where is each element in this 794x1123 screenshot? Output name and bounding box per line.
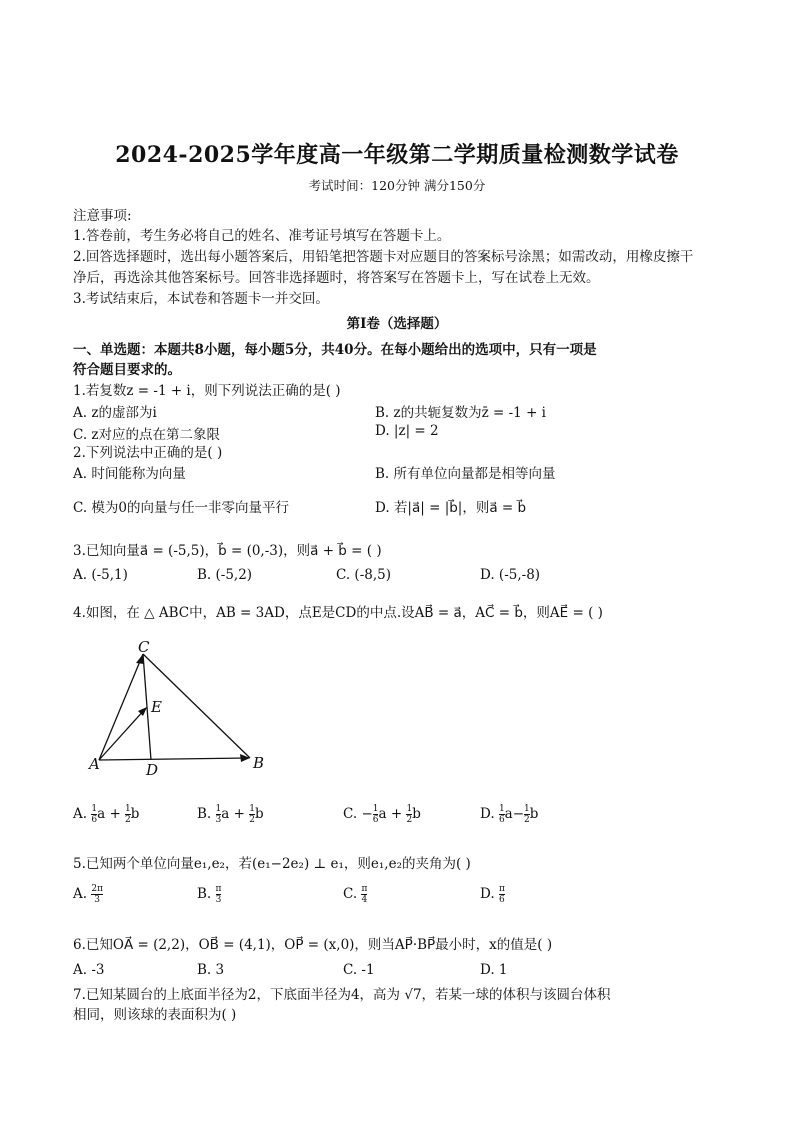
question-2-stem: 2.下列说法中正确的是( ) xyxy=(73,445,223,461)
question-4-option-a: A. $\frac{1}{6}$ a + $\frac{1}{2}$ b xyxy=(73,804,140,825)
question-1-option-b: B. z的共轭复数为z̄ = -1 + i xyxy=(375,405,546,421)
question-6-stem: 6.已知OA⃗ = (2,2)，OB⃗ = (4,1)，OP⃗ = (x,0)，则当AP⃗·BP⃗最小时，x的值是( ) xyxy=(73,937,553,953)
question-2-option-b: B. 所有单位向量都是相等向量 xyxy=(375,466,556,482)
label-e: E xyxy=(151,698,162,716)
question-4-option-d: D. $\frac{1}{6}$ a− $\frac{1}{2}$ b xyxy=(480,804,539,825)
question-5-stem: 5.已知两个单位向量e₁,e₂，若(e₁−2e₂) ⊥ e₁，则e₁,e₂的夹角为( ) xyxy=(73,856,471,872)
question-3-stem: 3.已知向量a⃗ = (-5,5)，b⃗ = (0,-3)，则a⃗ + b⃗ = ( ) xyxy=(73,543,382,559)
question-3-option-c: C. (-8,5) xyxy=(336,567,391,583)
question-7-stem: 7.已知某圆台的上底面半径为2，下底面半径为4，高为 √7，若某一球的体积与该圆台体积 xyxy=(73,987,611,1003)
question-5-option-c: C. $\frac{\pi}{4}$ xyxy=(343,884,368,905)
question-7-stem-cont: 相同，则该球的表面积为( ) xyxy=(73,1007,237,1023)
question-2-option-a: A. 时间能称为向量 xyxy=(73,466,186,482)
question-6-option-a: A. -3 xyxy=(73,962,105,978)
question-6-option-d: D. 1 xyxy=(480,962,508,978)
note-item: 2.回答选择题时，选出每小题答案后，用铅笔把答题卡对应题目的答案标号涂黑；如需改动，用橡皮擦干 xyxy=(73,249,694,265)
question-3-option-b: B. (-5,2) xyxy=(197,567,253,583)
question-4-option-c: C. − $\frac{1}{6}$ a + $\frac{1}{2}$ b xyxy=(343,804,421,825)
question-5-option-b: B. $\frac{\pi}{3}$ xyxy=(197,884,222,905)
question-4-option-b: B. $\frac{1}{3}$ a + $\frac{1}{2}$ b xyxy=(197,804,264,825)
triangle-figure xyxy=(85,636,275,778)
section-title: 第Ⅰ卷（选择题） xyxy=(346,316,448,332)
vector-ae xyxy=(99,708,146,760)
label-a: A xyxy=(89,755,100,773)
label-c: C xyxy=(138,638,150,656)
label-d: D xyxy=(146,761,159,778)
question-1-option-a: A. z的虚部为i xyxy=(73,405,157,421)
question-3-option-d: D. (-5,-8) xyxy=(480,567,541,583)
section-instruction: 一、单选题：本题共8小题，每小题5分，共40分。在每小题给出的选项中，只有一项是 xyxy=(73,342,597,358)
question-5-option-a: A. $\frac{2\pi}{3}$ xyxy=(73,884,103,905)
question-3-option-a: A. (-5,1) xyxy=(73,567,128,583)
note-item: 净后，再选涂其他答案标号。回答非选择题时，将答案写在答题卡上，写在试卷上无效。 xyxy=(73,270,600,286)
arrow-b xyxy=(240,754,250,762)
question-6-option-c: C. -1 xyxy=(343,962,375,978)
question-2-option-c: C. 模为0的向量与任一非零向量平行 xyxy=(73,500,290,516)
section-instruction-cont: 符合题目要求的。 xyxy=(73,362,181,378)
question-1-stem: 1.若复数z = -1 + i，则下列说法正确的是( ) xyxy=(73,383,341,399)
notes-heading: 注意事项: xyxy=(73,208,132,224)
question-5-option-d: D. $\frac{\pi}{6}$ xyxy=(480,884,505,905)
question-1-option-d: D. |z| = 2 xyxy=(375,423,439,439)
side-ab xyxy=(99,758,248,760)
question-6-option-b: B. 3 xyxy=(197,962,225,978)
label-b: B xyxy=(253,754,265,772)
exam-subtitle: 考试时间：120分钟 满分150分 xyxy=(308,178,486,193)
question-1-option-c: C. z对应的点在第二象限 xyxy=(73,427,221,443)
note-item: 3.考试结束后，本试卷和答题卡一并交回。 xyxy=(73,291,329,307)
side-ac xyxy=(99,654,143,760)
note-item: 1.答卷前，考生务必将自己的姓名、准考证号填写在答题卡上。 xyxy=(73,228,451,244)
exam-title: 2024-2025学年度高一年级第二学期质量检测数学试卷 xyxy=(115,142,679,168)
question-2-option-d: D. 若|a⃗| = |b⃗|，则a⃗ = b⃗ xyxy=(375,500,527,516)
question-4-stem: 4.如图，在 △ ABC中，AB = 3AD，点E是CD的中点.设AB⃗ = a⃗，AC⃗ = b⃗，则AE⃗ = ( ) xyxy=(73,605,603,621)
